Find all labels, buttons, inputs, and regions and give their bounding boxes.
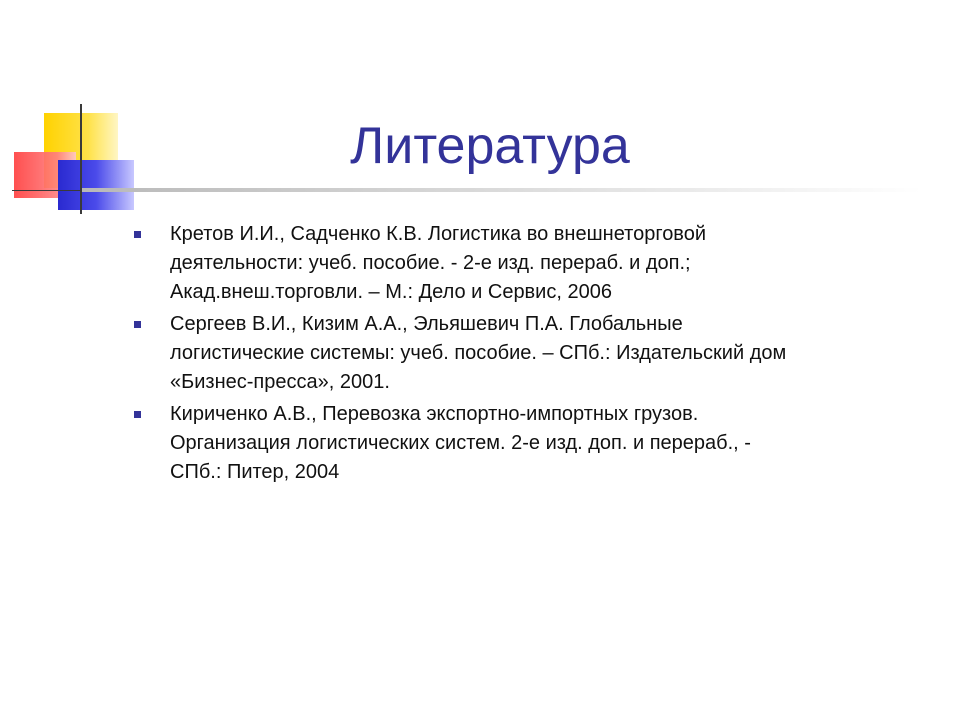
reference-line: логистические системы: учеб. пособие. – СПб.: Издательский дом — [170, 342, 787, 364]
reference-item-2 — [128, 310, 908, 397]
reference-item-3 — [128, 400, 908, 487]
reference-line: СПб.: Питер, 2004 — [170, 461, 340, 483]
reference-line: Кириченко А.В., Перевозка экспортно-импортных грузов. — [170, 403, 699, 425]
blue-square — [58, 160, 134, 210]
title-underline-rule — [82, 188, 922, 192]
square-bullet-icon — [134, 231, 141, 238]
reference-line: Организация логистических систем. 2-е изд. доп. и перераб., - — [170, 432, 751, 454]
square-bullet-icon — [134, 321, 141, 328]
reference-line: Кретов И.И., Садченко К.В. Логистика во внешнеторговой — [170, 223, 707, 245]
decorative-squares — [0, 0, 140, 220]
vertical-line — [80, 104, 82, 214]
reference-line: Акад.внеш.торговли. – М.: Дело и Сервис, 2006 — [170, 281, 612, 303]
reference-item-1 — [128, 220, 908, 307]
reference-line: Сергеев В.И., Кизим А.А., Эльяшевич П.А. Глобальные — [170, 313, 683, 335]
square-bullet-icon — [134, 411, 141, 418]
reference-line: «Бизнес-пресса», 2001. — [170, 371, 390, 393]
reference-line: деятельности: учеб. пособие. - 2-е изд. перераб. и доп.; — [170, 252, 691, 274]
reference-list — [128, 220, 908, 490]
slide-title: Литература — [350, 117, 630, 175]
